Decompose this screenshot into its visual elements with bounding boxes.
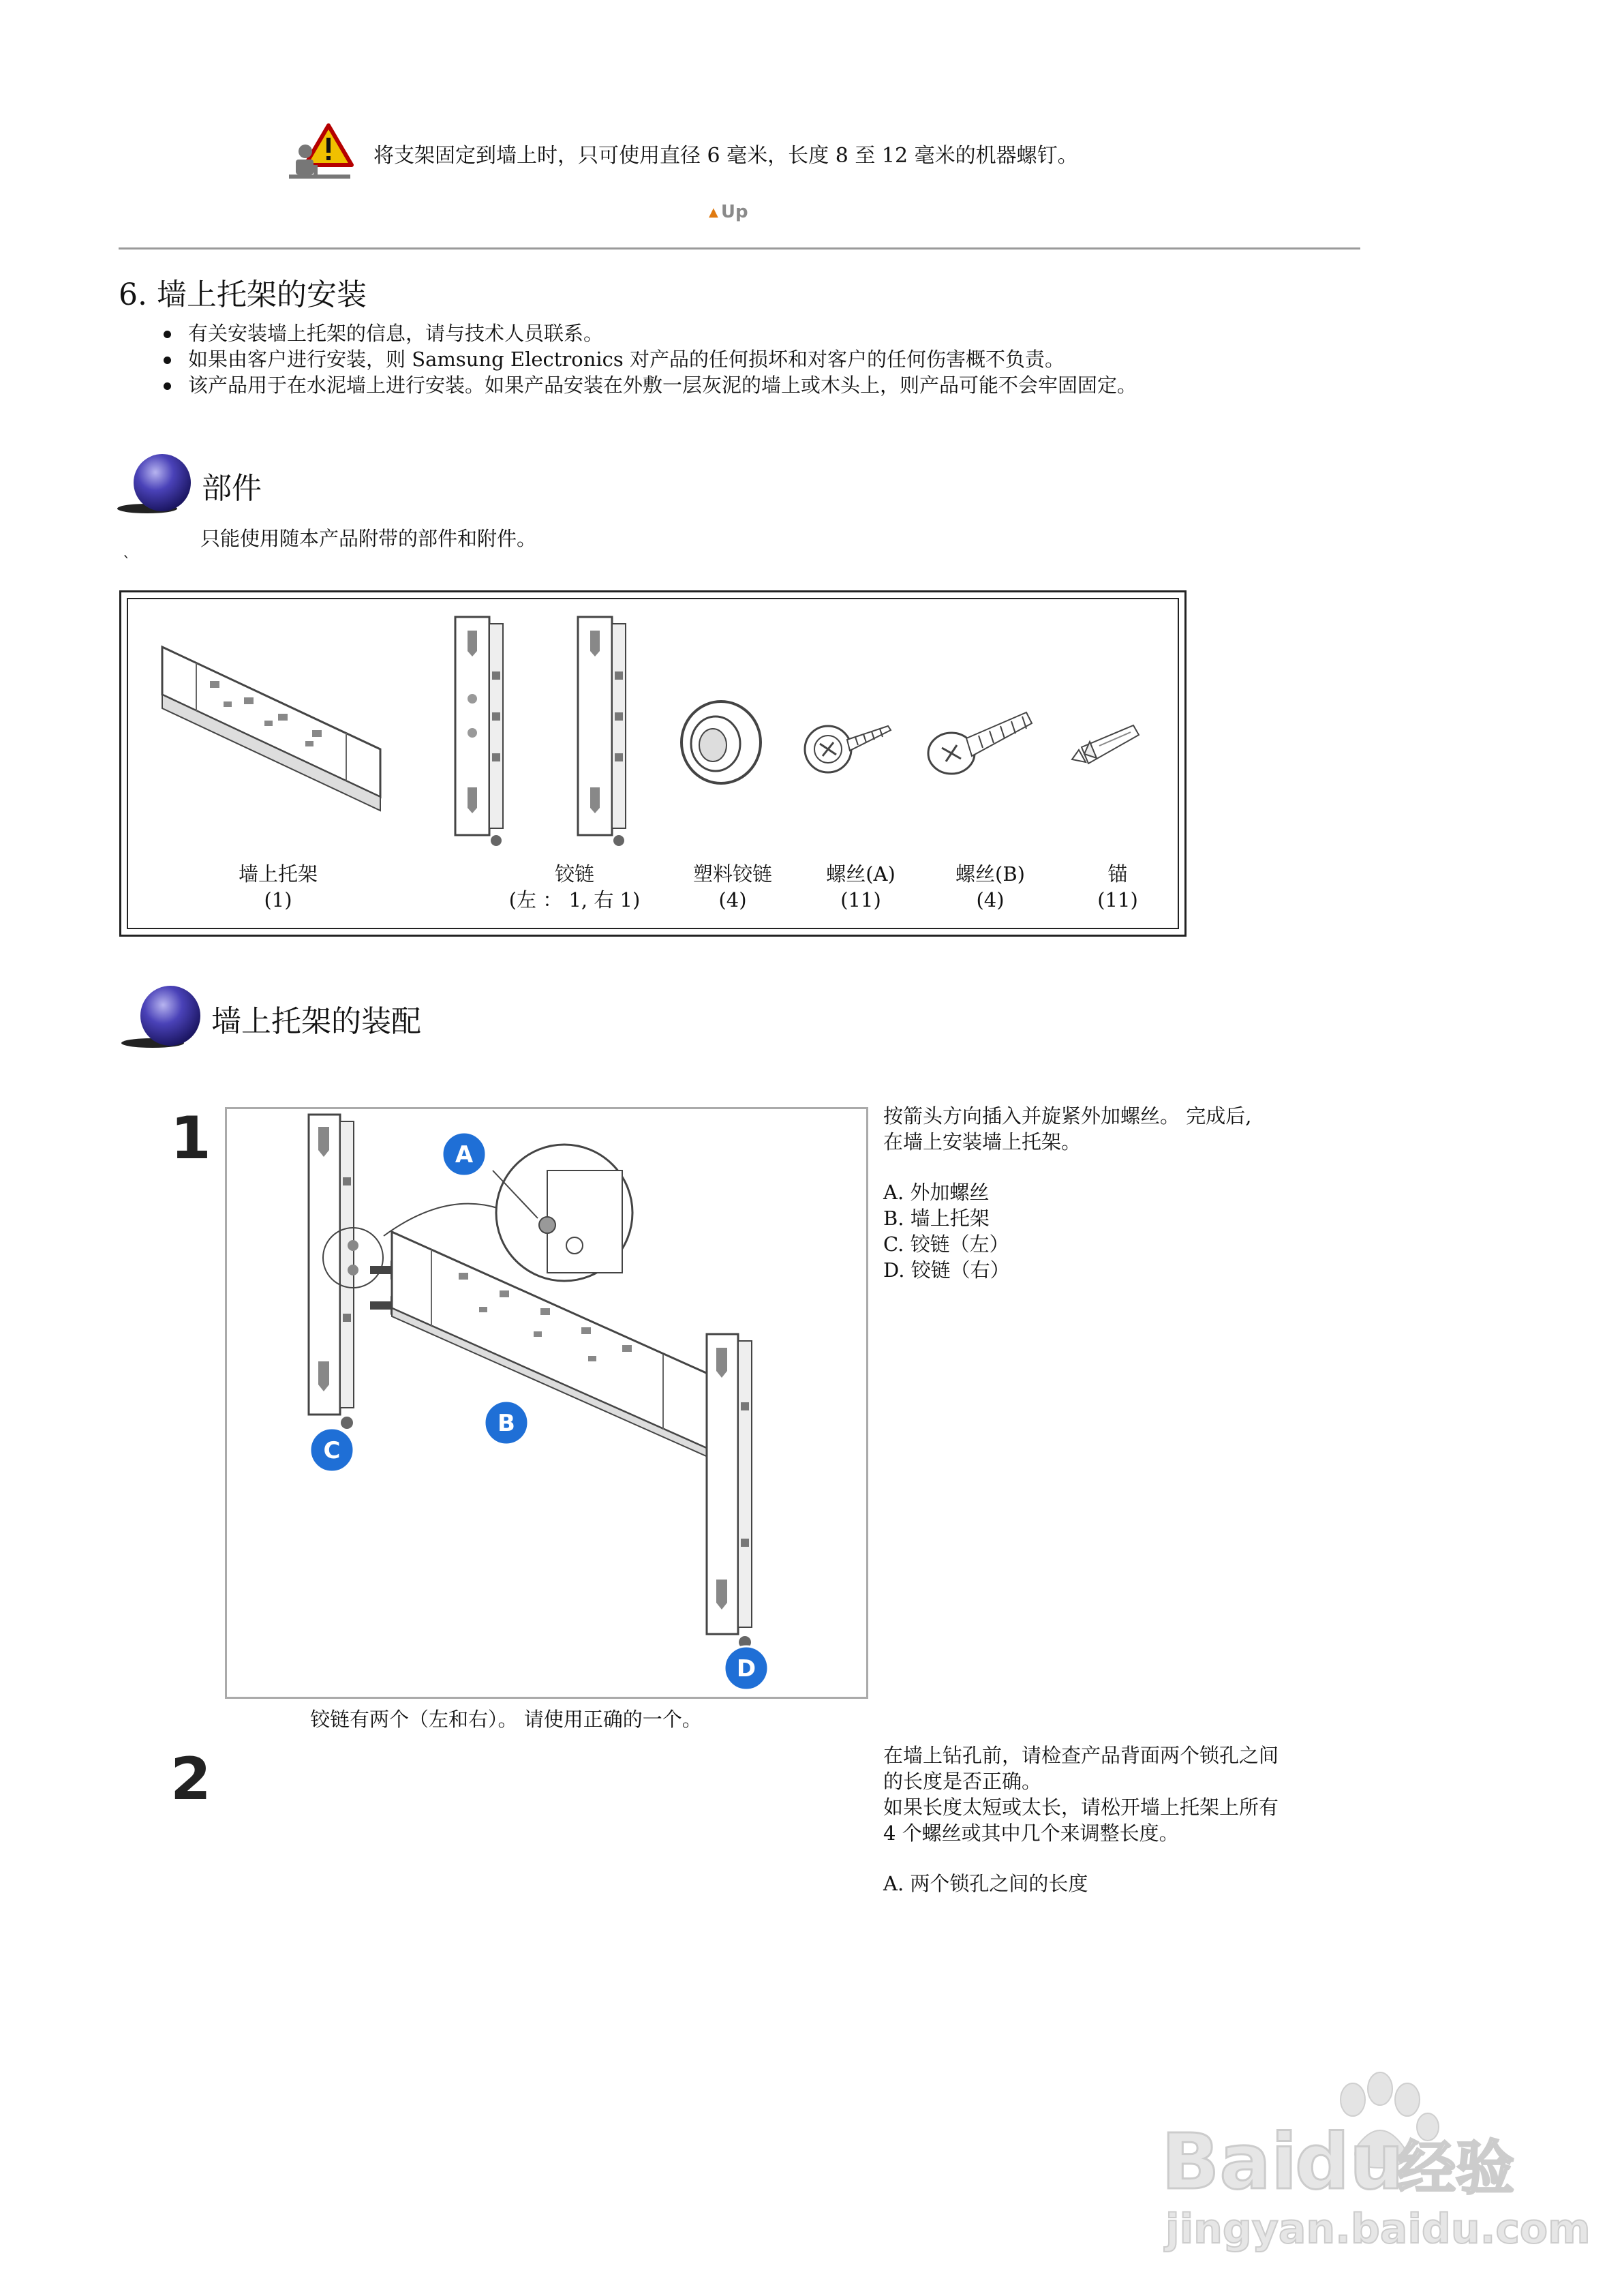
parts-heading xyxy=(116,450,262,521)
part-label-wall-bracket xyxy=(210,861,346,913)
part-name: 塑料铰链 xyxy=(692,862,772,886)
part-count: (11) xyxy=(1097,888,1138,911)
stray-mark: ` xyxy=(123,554,131,573)
wall-bracket-illustration xyxy=(155,640,387,824)
step2-desc-line: 在墙上钻孔前，请检查产品背面两个锁孔之间 xyxy=(883,1744,1279,1767)
info-bullet-list xyxy=(129,320,1137,398)
step1-assembly-diagram xyxy=(227,1109,866,1697)
up-arrow-icon: ▲ xyxy=(709,205,718,220)
watermark-brand: Bai xyxy=(1161,2118,1298,2207)
screw-a-illustration xyxy=(799,708,902,790)
step1-legend-item: B. 墙上托架 xyxy=(883,1207,990,1230)
part-label-hinge xyxy=(472,861,677,913)
part-name: 铰链 xyxy=(554,862,594,886)
watermark-cn: 经验 xyxy=(1397,2134,1514,2203)
part-name: 螺丝(B) xyxy=(955,862,1025,886)
step1-legend-item: A. 外加螺丝 xyxy=(883,1181,990,1204)
screw-b-illustration xyxy=(924,695,1040,790)
step1-desc-line: 在墙上安装墙上托架。 xyxy=(883,1130,1082,1153)
step-number-1: 1 xyxy=(170,1104,211,1173)
part-name: 螺丝(A) xyxy=(826,862,896,886)
hinge-right-illustration xyxy=(564,610,646,856)
step-number-2: 2 xyxy=(170,1745,211,1813)
step2-legend-item: A. 两个锁孔之间的长度 xyxy=(883,1872,1088,1895)
warning-worker-icon xyxy=(286,121,361,185)
parts-heading-text: 部件 xyxy=(202,471,262,506)
list-item: 该产品用于在水泥墙上进行安装。如果产品安装在外敷一层灰泥的墙上或木头上，则产品可能不会牢固固定。 xyxy=(129,372,1137,398)
part-count: (左 ： 1, 右 1) xyxy=(508,888,641,911)
step1-legend-item: D. 铰链（右） xyxy=(883,1258,1010,1282)
part-label-anchor xyxy=(1050,861,1186,913)
step1-desc-line: 按箭头方向插入并旋紧外加螺丝。 完成后, xyxy=(883,1104,1252,1128)
list-item: 有关安装墙上托架的信息，请与技术人员联系。 xyxy=(129,320,1137,346)
part-name: 墙上托架 xyxy=(238,862,318,886)
badge-c-label: C xyxy=(323,1437,341,1464)
step2-description xyxy=(883,1742,1347,1897)
step1-description xyxy=(883,1103,1347,1283)
badge-b-label: B xyxy=(498,1410,515,1437)
hinge-left-illustration xyxy=(442,610,523,856)
parts-table xyxy=(119,590,1187,937)
part-count: (4) xyxy=(976,888,1005,911)
part-count: (1) xyxy=(264,888,292,911)
up-label: Up xyxy=(720,202,748,222)
part-name: 锚 xyxy=(1107,862,1128,886)
part-label-screw-b xyxy=(922,861,1058,913)
up-link[interactable] xyxy=(709,202,748,222)
step1-legend-item: C. 铰链（左） xyxy=(883,1233,1009,1256)
part-label-screw-a xyxy=(793,861,929,913)
anchor-illustration xyxy=(1065,712,1147,787)
warning-notice xyxy=(286,123,1078,184)
step1-caption: 铰链有两个（左和右）。 请使用正确的一个。 xyxy=(310,1708,702,1731)
part-count: (11) xyxy=(840,888,881,911)
section-divider xyxy=(119,247,1360,250)
plastic-hinge-illustration xyxy=(673,695,769,790)
parts-note: 只能使用随本产品附带的部件和附件。 xyxy=(200,527,537,550)
warning-text: 将支架固定到墙上时，只可使用直径 6 毫米，长度 8 至 12 毫米的机器螺钉。 xyxy=(373,144,1078,168)
step1-figure xyxy=(225,1107,868,1699)
sphere-bullet-icon xyxy=(116,450,198,521)
step2-desc-line: 如果长度太短或太长，请松开墙上托架上所有 xyxy=(883,1796,1279,1819)
section-title: 6. 墙上托架的安装 xyxy=(119,277,367,312)
step2-desc-line: 的长度是否正确。 xyxy=(883,1770,1042,1793)
step2-desc-line: 4 个螺丝或其中几个来调整长度。 xyxy=(883,1822,1179,1845)
sphere-bullet-icon xyxy=(120,982,207,1055)
baidu-jingyan-watermark xyxy=(1159,2059,1591,2266)
assembly-heading xyxy=(120,982,421,1055)
badge-a-label: A xyxy=(455,1141,474,1168)
part-count: (4) xyxy=(718,888,747,911)
badge-d-label: D xyxy=(736,1655,756,1682)
watermark-url: jingyan.baidu.com xyxy=(1165,2205,1591,2253)
part-label-plastic-hinge xyxy=(664,861,801,913)
list-item: 如果由客户进行安装，则 Samsung Electronics 对产品的任何损坏和对客户的任何伤害概不负责。 xyxy=(129,346,1137,372)
assembly-heading-text: 墙上托架的装配 xyxy=(211,1004,421,1039)
watermark-brand2: du xyxy=(1295,2118,1404,2207)
